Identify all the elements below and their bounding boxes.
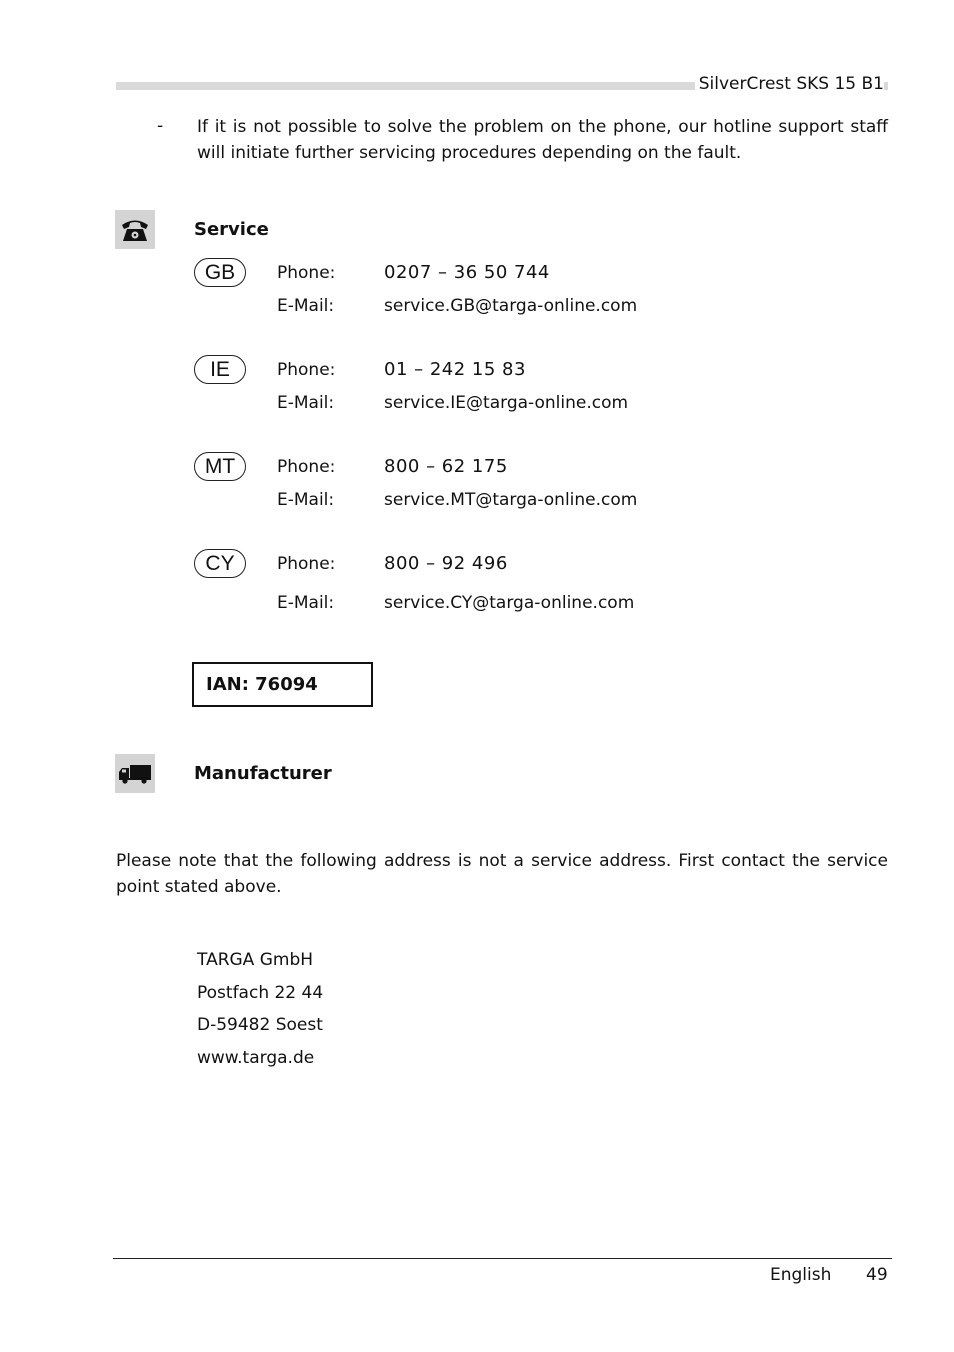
phone-number-gb: 0207 – 36 50 744: [384, 262, 550, 283]
country-badge-gb: GB: [194, 258, 246, 287]
email-cy[interactable]: service.CY@targa-online.com: [384, 593, 635, 613]
bullet-text: If it is not possible to solve the problem on the phone, our hotline support staff will initiate further servicing procedures depending on the fault.: [197, 117, 888, 163]
truck-icon: [115, 754, 155, 793]
email-label: E-Mail:: [277, 593, 335, 613]
phone-label: Phone:: [277, 554, 336, 574]
country-badge-cy: CY: [194, 549, 246, 578]
bullet-dash: -: [157, 116, 164, 136]
address-city: D-59482 Soest: [197, 1015, 323, 1035]
telephone-icon: [115, 210, 155, 249]
phone-number-ie: 01 – 242 15 83: [384, 359, 526, 380]
phone-label: Phone:: [277, 457, 336, 477]
service-title: Service: [194, 219, 269, 240]
footer-language: English: [770, 1265, 832, 1285]
country-badge-mt: MT: [194, 452, 246, 481]
phone-label: Phone:: [277, 360, 336, 380]
email-gb[interactable]: service.GB@targa-online.com: [384, 296, 638, 316]
email-mt[interactable]: service.MT@targa-online.com: [384, 490, 638, 510]
page-number: 49: [866, 1265, 888, 1285]
manufacturer-title: Manufacturer: [194, 763, 332, 784]
email-label: E-Mail:: [277, 296, 335, 316]
address-website[interactable]: www.targa.de: [197, 1048, 315, 1068]
phone-number-cy: 800 – 92 496: [384, 553, 508, 574]
email-label: E-Mail:: [277, 393, 335, 413]
footer-rule: [113, 1258, 892, 1259]
manufacturer-note: Please note that the following address is not a service address. First contact the service point stated above.: [116, 851, 888, 897]
phone-number-mt: 800 – 62 175: [384, 456, 508, 477]
ian-number: IAN: 76094: [206, 674, 318, 695]
address-postfach: Postfach 22 44: [197, 983, 324, 1003]
email-ie[interactable]: service.IE@targa-online.com: [384, 393, 629, 413]
ian-box: [192, 662, 373, 707]
phone-label: Phone:: [277, 263, 336, 283]
header-title: SilverCrest SKS 15 B1: [695, 74, 884, 94]
email-label: E-Mail:: [277, 490, 335, 510]
address-company: TARGA GmbH: [197, 950, 314, 970]
country-badge-ie: IE: [194, 355, 246, 384]
